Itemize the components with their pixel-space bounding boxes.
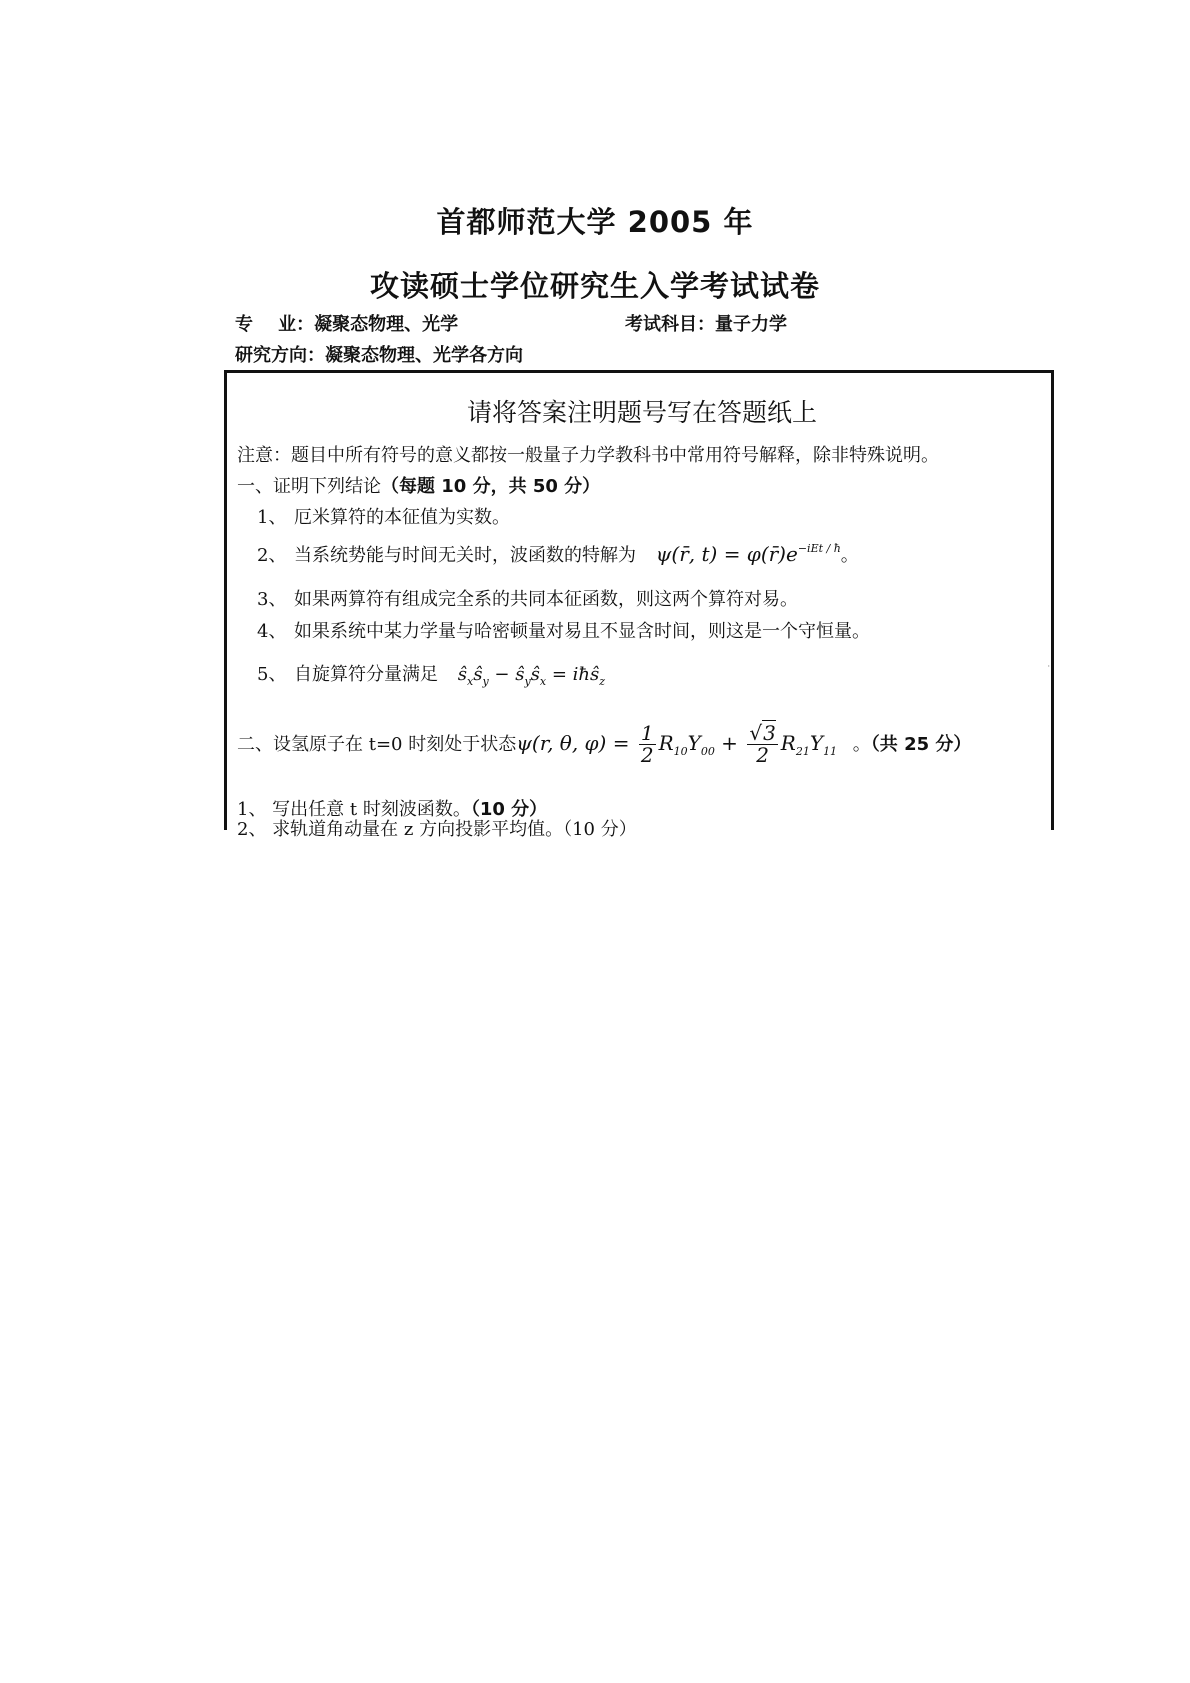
fraction-sqrt3-half: $\frac{√3}{2}$	[749, 721, 776, 767]
spin-commutator-formula: $ŝ_xŝ_y$ − $ŝ_yŝ_x$ = iħŝ$_z$	[457, 664, 606, 688]
section-2-heading	[237, 723, 971, 766]
exam-title-paper: 攻读硕士学位研究生入学考试试卷	[369, 269, 820, 303]
section-2-lead: 二、设氢原子在 t=0 时刻处于状态	[237, 734, 517, 755]
item-number: 3、	[257, 589, 287, 610]
item-number: 5、	[257, 664, 287, 685]
subject-label: 考试科目：	[625, 314, 715, 335]
item-text: 当系统势能与时间无关时，波函数的特解为	[294, 545, 636, 566]
item-text: 厄米算符的本征值为实数。	[294, 507, 510, 528]
section-2-question	[237, 795, 547, 821]
scan-speck: ·	[1047, 662, 1050, 671]
item-number: 2、	[257, 545, 287, 566]
section-1-item	[257, 585, 798, 611]
hydrogen-state-formula: ψ(r, θ, φ) = $\frac{1}{2}$ $R_{10}Y_{00}$ + $\frac{√3}{2}$ $R_{21}Y_{11}$	[516, 721, 838, 767]
answer-sheet-notice: 请将答案注明题号写在答题纸上	[466, 398, 817, 427]
item-text: 如果系统中某力学量与哈密顿量对易且不显含时间，则这是一个守恒量。	[294, 621, 870, 642]
direction-row	[235, 341, 523, 367]
exam-title-university: 首都师范大学 2005 年	[436, 205, 754, 239]
fraction-half: $\frac{1}{2}$	[640, 721, 654, 767]
subject-row	[625, 310, 787, 336]
item-text: 自旋算符分量满足	[294, 664, 438, 685]
section-2-end-punct: 。	[852, 734, 871, 755]
item-number: 1、	[257, 507, 287, 528]
major-row	[235, 310, 458, 336]
direction-label: 研究方向：	[235, 345, 325, 366]
section-1-title: 一、证明下列结论	[237, 476, 381, 497]
item-end-punct: 。	[840, 545, 859, 566]
exam-question-box	[224, 370, 1054, 840]
section-2-question-cut	[237, 819, 637, 840]
stationary-state-formula: ψ(r̄, $t) = \varphi(r̄)e^{-iEt / ħ}$	[655, 542, 841, 566]
section-1-heading	[237, 472, 600, 498]
section-1-item	[257, 617, 870, 643]
major-label: 专 业：	[235, 314, 315, 335]
question-text: 2、 求轨道角动量在 z 方向投影平均值。（10 分）	[237, 819, 637, 840]
symbol-note: 注意：题目中所有符号的意义都按一般量子力学教科书中常用符号解释，除非特殊说明。	[237, 445, 939, 466]
section-1-item	[257, 541, 859, 567]
major-value: 凝聚态物理、光学	[314, 314, 459, 335]
subject-value: 量子力学	[715, 314, 787, 335]
section-1-points: （每题 10 分，共 50 分）	[381, 476, 601, 497]
question-text: 1、 写出任意 t 时刻波函数。	[237, 799, 471, 820]
section-1-item	[257, 503, 510, 529]
section-1-item	[257, 660, 605, 688]
item-text: 如果两算符有组成完全系的共同本征函数，则这两个算符对易。	[294, 589, 798, 610]
direction-value: 凝聚态物理、光学各方向	[325, 345, 523, 366]
question-points: （10 分）	[470, 799, 548, 820]
item-number: 4、	[257, 621, 287, 642]
section-2-points: （共 25 分）	[870, 734, 972, 755]
